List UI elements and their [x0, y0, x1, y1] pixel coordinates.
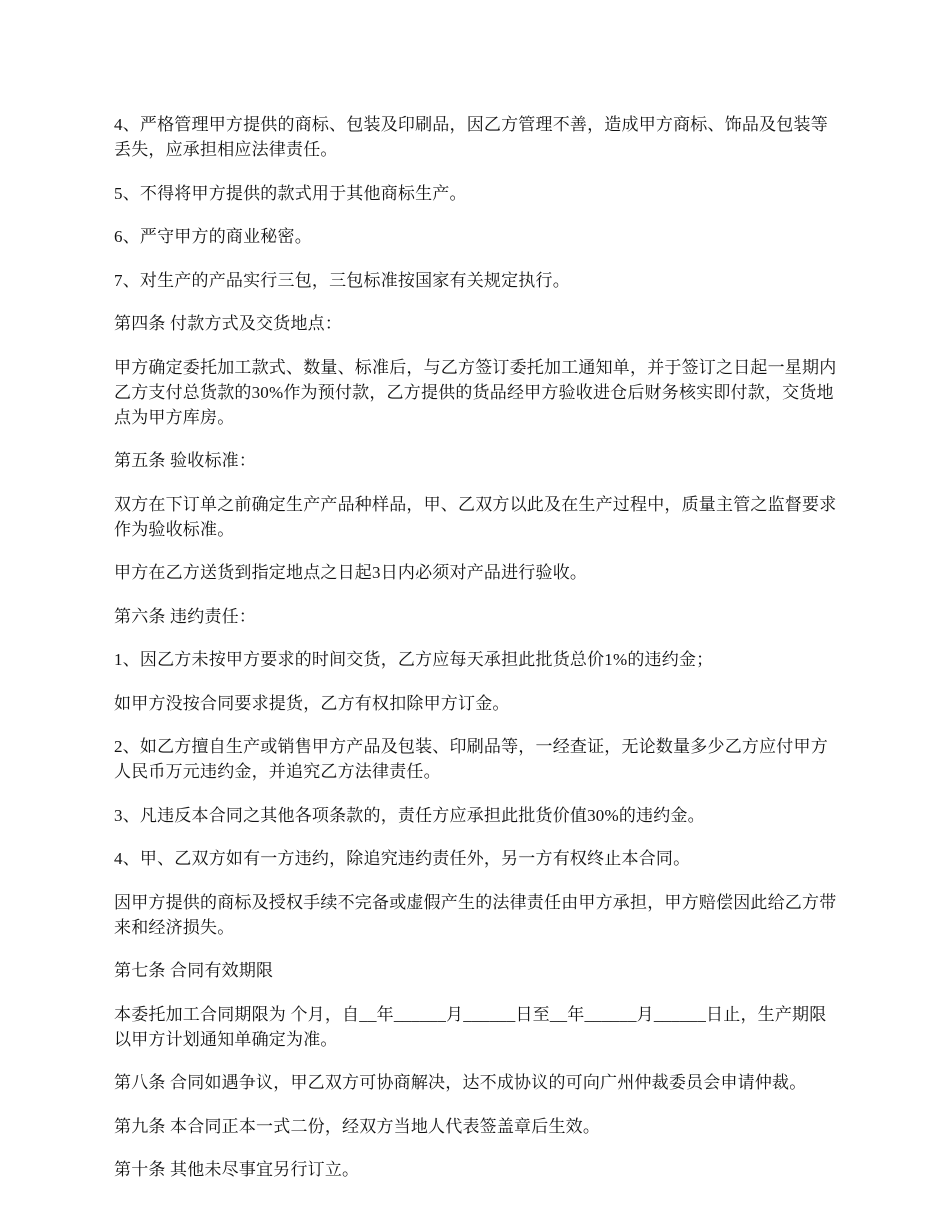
document-body	[114, 112, 842, 1201]
article-5-acceptance-standard: 双方在下订单之前确定生产产品种样品，甲、乙双方以此及在生产过程中，质量主管之监督要求作为验收标准。	[114, 494, 837, 539]
article-8-dispute-resolution: 第八条 合同如遇争议，甲乙双方可协商解决，达不成协议的可向广州仲裁委员会申请仲裁。	[114, 1073, 807, 1092]
article-6-item-4-termination: 4、甲、乙双方如有一方违约，除追究违约责任外，另一方有权终止本合同。	[114, 849, 691, 868]
clause-item-4-trademark-management: 4、严格管理甲方提供的商标、包装及印刷品，因乙方管理不善，造成甲方商标、饰品及包装等丢失，应承担相应法律责任。	[114, 115, 828, 159]
article-6-deposit-forfeit: 如甲方没按合同要求提货，乙方有权扣除甲方订金。	[114, 693, 510, 713]
article-6-trademark-liability: 因甲方提供的商标及授权手续不完备或虚假产生的法律责任由甲方承担，甲方赔偿因此给乙方带来和经济损失。	[114, 892, 837, 937]
clause-item-6-confidentiality: 6、严守甲方的商业秘密。	[114, 227, 312, 246]
article-9-effectiveness: 第九条 本合同正本一式二份，经双方当地人代表签盖章后生效。	[114, 1116, 601, 1136]
article-5-heading: 第五条 验收标准：	[114, 451, 257, 470]
article-6-item-2-unauthorized-sales: 2、如乙方擅自生产或销售甲方产品及包装、印刷品等，一经查证，无论数量多少乙方应付甲方人民币万元违约金，并追究乙方法律责任。	[114, 737, 828, 781]
article-6-item-3-other-breach: 3、凡违反本合同之其他各项条款的，责任方应承担此批货价值30%的违约金。	[114, 805, 705, 825]
article-4-payment-terms: 甲方确定委托加工款式、数量、标准后，与乙方签订委托加工通知单，并于签订之日起一星期内乙方支付总货款的30%作为预付款，乙方提供的货品经甲方验收进仓后财务核实即付款，交货地点为甲方库房。	[114, 357, 837, 427]
clause-item-7-warranty: 7、对生产的产品实行三包，三包标准按国家有关规定执行。	[114, 270, 570, 290]
article-10-other-matters: 第十条 其他未尽事宜另行订立。	[114, 1160, 360, 1179]
article-4-heading: 第四条 付款方式及交货地点：	[114, 314, 343, 333]
article-5-inspection-deadline: 甲方在乙方送货到指定地点之日起3日内必须对产品进行验收。	[114, 563, 588, 582]
article-7-heading: 第七条 合同有效期限	[114, 961, 274, 980]
article-7-contract-period: 本委托加工合同期限为 个月，自__年______月______日至__年______月______日止，生产期限以甲方计划通知单确定为准。	[114, 1004, 827, 1049]
article-6-item-1-late-delivery: 1、因乙方未按甲方要求的时间交货，乙方应每天承担此批货总价1%的违约金；	[114, 650, 714, 669]
article-6-heading: 第六条 违约责任：	[114, 606, 257, 626]
clause-item-5-style-usage: 5、不得将甲方提供的款式用于其他商标生产。	[114, 183, 467, 203]
